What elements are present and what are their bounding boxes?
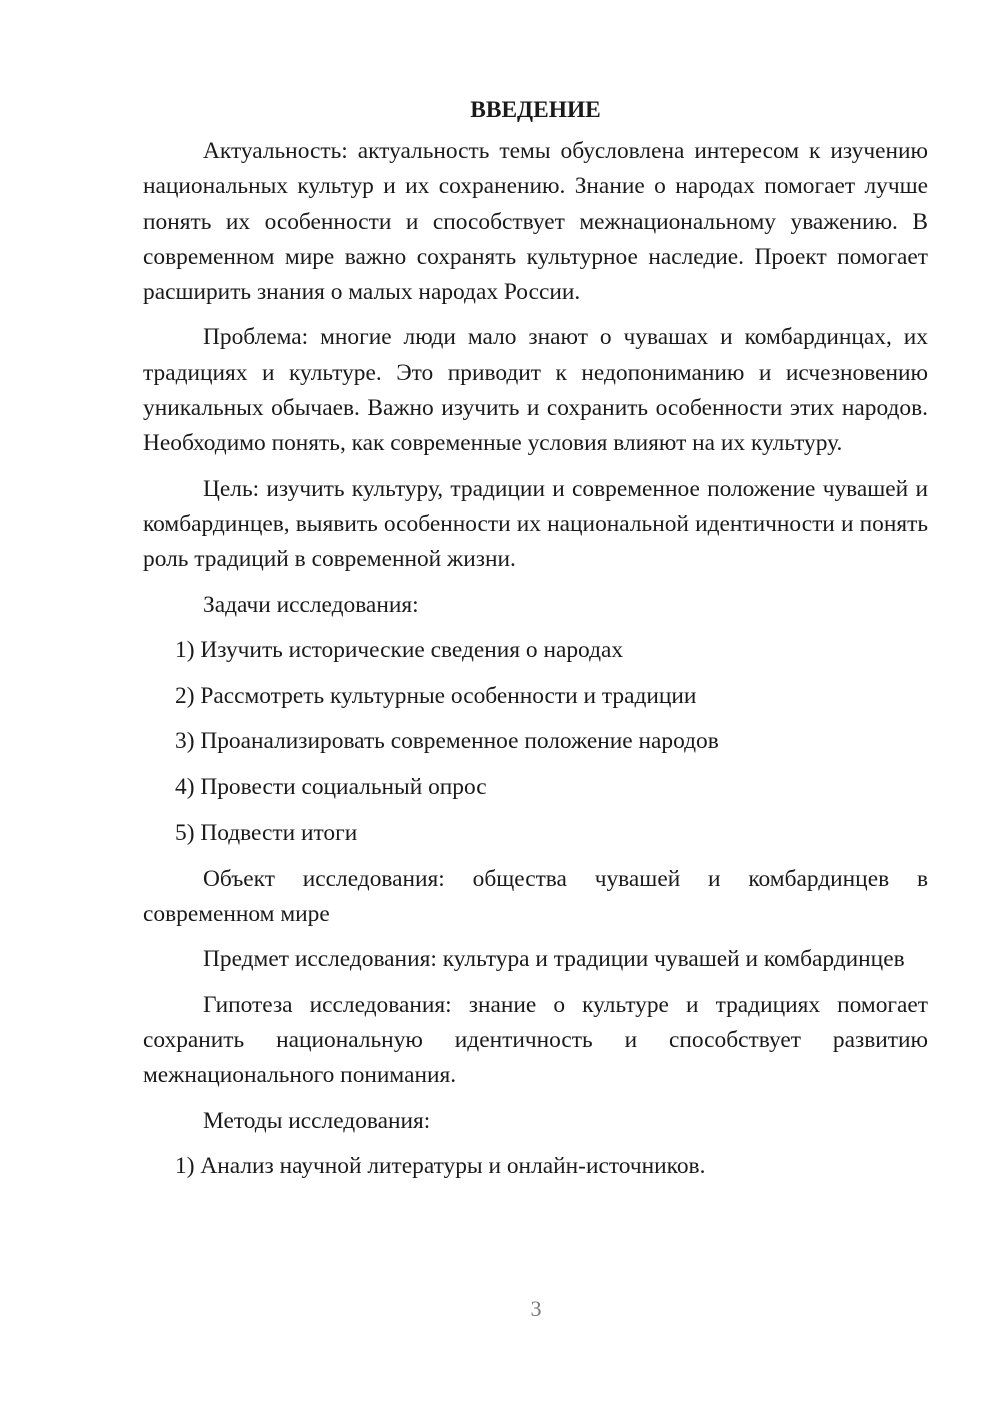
list-item: 2) Рассмотреть культурные особенности и традиции	[175, 682, 697, 709]
tasks-list	[143, 633, 928, 851]
methods-heading: Методы исследования:	[203, 1107, 431, 1134]
object-paragraph: Объект исследования: общества чувашей и комбардинцев в современном мире	[143, 865, 928, 928]
list-item: 1) Анализ научной литературы и онлайн-источников.	[175, 1152, 706, 1179]
list-item: 3) Проанализировать современное положение народов	[175, 728, 719, 755]
goal-paragraph: Цель: изучить культуру, традиции и современное положение чувашей и комбардинцев, выявить особенности их национальной идентичности и понять роль традиций в современной жизни.	[143, 475, 928, 573]
subject-paragraph: Предмет исследования: культура и традиции чувашей и комбардинцев	[203, 946, 905, 973]
relevance-paragraph: Актуальность: актуальность темы обусловлена интересом к изучению национальных культур и их сохранению. Знание о народах помогает лучше понять их особенности и способствует межнациональному уважению. В современном мире важно сохранять культурное наследие. Проект помогает расширить знания о малых народах России.	[143, 138, 928, 306]
hypothesis-paragraph: Гипотеза исследования: знание о культуре и традициях помогает сохранить национальную идентичность и способствует развитию межнационального понимания.	[143, 991, 928, 1089]
methods-list	[143, 1149, 928, 1184]
page-title: ВВЕДЕНИЕ	[470, 97, 601, 123]
tasks-heading: Задачи исследования:	[203, 591, 419, 618]
page-number: 3	[530, 1296, 542, 1321]
list-item: 4) Провести социальный опрос	[175, 774, 487, 801]
list-item: 1) Изучить исторические сведения о народах	[175, 636, 624, 663]
list-item: 5) Подвести итоги	[175, 820, 358, 847]
problem-paragraph: Проблема: многие люди мало знают о чувашах и комбардинцах, их традициях и культуре. Это приводит к недопониманию и исчезновению уникальных обычаев. Важно изучить и сохранить особенности этих народов. Необходимо понять, как современные условия влияют на их культуру.	[143, 324, 928, 457]
document-page	[143, 96, 928, 1195]
